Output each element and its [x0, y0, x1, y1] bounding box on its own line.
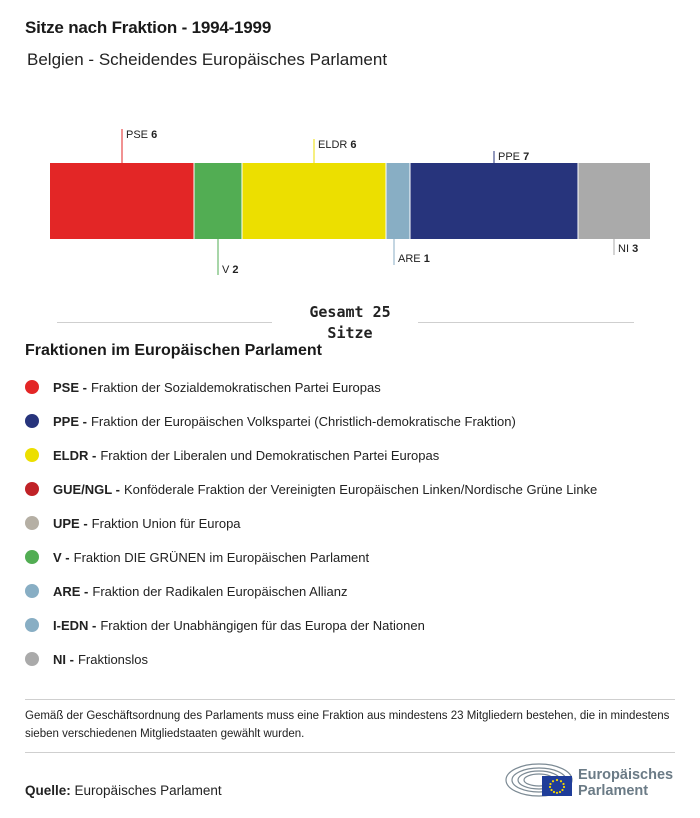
- european-parliament-logo-icon: [505, 760, 575, 804]
- source-line: [25, 783, 222, 798]
- data-label-ppe: PPE 7: [498, 151, 530, 163]
- data-label-pse: PSE 6: [126, 129, 158, 141]
- data-label-ni: NI 3: [618, 243, 639, 255]
- logo-line2: Parlament: [578, 783, 649, 799]
- legend-abbreviation: NI -: [53, 651, 74, 667]
- legend-item: [25, 540, 597, 574]
- chart-subtitle: Belgien - Scheidendes Europäisches Parlament: [27, 50, 388, 69]
- data-label-eldr: ELDR 6: [318, 139, 357, 151]
- legend-color-dot: [25, 584, 39, 598]
- total-seats-line1: Gesamt 25: [309, 303, 391, 321]
- legend-description: Konföderale Fraktion der Vereinigten Europäischen Linken/Nordische Grüne Linke: [123, 481, 598, 497]
- legend-list: [25, 370, 597, 676]
- legend-color-dot: [25, 652, 39, 666]
- legend-color-dot: [25, 618, 39, 632]
- total-divider-right: [418, 322, 634, 323]
- source-text: Europäisches Parlament: [74, 783, 222, 798]
- legend-abbreviation: ARE -: [53, 583, 89, 599]
- total-seats-line2: Sitze: [327, 324, 373, 342]
- bar-ni: [578, 163, 650, 239]
- legend-item: [25, 574, 597, 608]
- legend-item: [25, 438, 597, 472]
- logo-wordmark: [578, 767, 673, 799]
- legend-color-dot: [25, 482, 39, 496]
- legend-description: Fraktion der Radikalen Europäischen Allianz: [92, 583, 348, 599]
- legend-item: [25, 370, 597, 404]
- legend-abbreviation: PPE -: [53, 413, 87, 429]
- legend-color-dot: [25, 448, 39, 462]
- legend-item: [25, 642, 597, 676]
- bar-pse: [50, 163, 194, 239]
- legend-description: Fraktion der Liberalen und Demokratischen Partei Europas: [100, 447, 440, 463]
- total-seats-label: [0, 302, 700, 344]
- note-divider-top: [25, 699, 675, 700]
- legend-abbreviation: V -: [53, 549, 70, 565]
- legend-item: [25, 608, 597, 642]
- legend-title: Fraktionen im Europäischen Parlament: [25, 342, 322, 359]
- footnote: Gemäß der Geschäftsordnung des Parlaments muss eine Fraktion aus mindestens 23 Mitgliedern bestehen, die in mindestens sieben verschiedenen Mitgliedstaaten gewählt wurden.: [25, 710, 670, 740]
- legend-abbreviation: GUE/NGL -: [53, 481, 120, 497]
- bar-ppe: [410, 163, 578, 239]
- legend-color-dot: [25, 414, 39, 428]
- legend-item: [25, 472, 597, 506]
- data-label-v: V 2: [222, 264, 239, 276]
- note-divider-bottom: [25, 752, 675, 753]
- legend-abbreviation: PSE -: [53, 379, 87, 395]
- data-label-are: ARE 1: [398, 253, 430, 265]
- legend-color-dot: [25, 516, 39, 530]
- legend-abbreviation: I-EDN -: [53, 617, 97, 633]
- european-parliament-logo: [505, 760, 685, 804]
- legend-description: Fraktion DIE GRÜNEN im Europäischen Parlament: [73, 549, 370, 565]
- bar-eldr: [242, 163, 386, 239]
- legend-description: Fraktionslos: [77, 651, 149, 667]
- legend-abbreviation: UPE -: [53, 515, 88, 531]
- legend-description: Fraktion Union für Europa: [91, 515, 241, 531]
- bar-v: [194, 163, 242, 239]
- legend-color-dot: [25, 550, 39, 564]
- seat-bar-chart: [0, 100, 700, 290]
- legend-description: Fraktion der Unabhängigen für das Europa der Nationen: [100, 617, 425, 633]
- legend-description: Fraktion der Sozialdemokratischen Partei Europas: [90, 379, 381, 395]
- legend-color-dot: [25, 380, 39, 394]
- legend-description: Fraktion der Europäischen Volkspartei (Christlich-demokratische Fraktion): [90, 413, 516, 429]
- total-divider-left: [57, 322, 272, 323]
- legend-item: [25, 506, 597, 540]
- legend-item: [25, 404, 597, 438]
- chart-title: Sitze nach Fraktion - 1994-1999: [25, 18, 272, 37]
- legend-abbreviation: ELDR -: [53, 447, 97, 463]
- source-label: Quelle:: [25, 783, 71, 798]
- logo-line1: Europäisches: [578, 767, 674, 783]
- bar-are: [386, 163, 410, 239]
